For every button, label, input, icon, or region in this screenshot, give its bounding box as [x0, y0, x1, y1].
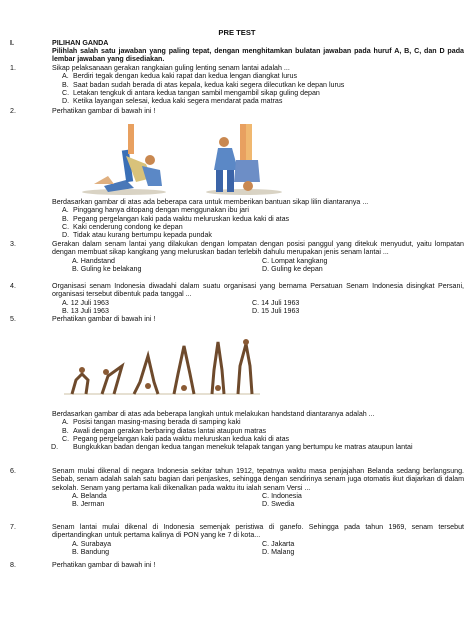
option-c: C. Kaki cenderung condong ke depan: [62, 222, 183, 231]
question-number: 3.: [10, 240, 16, 248]
question-number: 8.: [10, 561, 16, 569]
option-d: D. Guling ke depan: [262, 264, 323, 273]
options-grid: [72, 540, 464, 557]
options-grid: [72, 257, 464, 274]
question-stem: Senam lantai mulai dikenal di Indonesia semenjak peristiwa di ganefo. Sehingga pada tahun 1969, senam tersebut dipertandingkan untuk pertama kalinya di PON yang ke 7 di kota...: [52, 523, 464, 540]
question-stem: Gerakan dalam senam lantai yang dilakukan dengan lompatan dengan posisi panggul yang ditekuk menyudut, yaitu lompatan dengan membuat sikap kangkang yang meluruskan badan terlebih dahulu merupakan jenis senam lantai ...: [52, 240, 464, 257]
gymnastics-assist-illustration: [64, 120, 294, 196]
option-c: C. Indonesia: [262, 491, 302, 500]
question-stem: Perhatikan gambar di bawah ini !: [52, 107, 156, 115]
question-prompt: Berdasarkan gambar di atas ada beberapa cara untuk memberikan bantuan sikap lilin diantaranya ...: [52, 198, 369, 206]
question-8: [10, 561, 464, 569]
option-b: B. Awali dengan gerakan berbaring diatas lantai ataupun matras: [62, 426, 267, 435]
option-b: B. Pegang pergelangan kaki pada waktu meluruskan kedua kaki di atas: [62, 214, 290, 223]
question-number: 1.: [10, 64, 16, 72]
question-5-body: [10, 410, 464, 451]
question-stem: Perhatikan gambar di bawah ini !: [52, 561, 156, 569]
option-b: B. Jerman: [72, 500, 105, 509]
question-stem: Organisasi senam Indonesia diwadahi dalam suatu organisasi yang bernama Persatuan Senam Indonesia disingkat Persani, organisasi tersebut dibentuk pada tanggal ...: [52, 282, 464, 299]
option-a: A. Handstand: [72, 256, 115, 265]
instructions: Pilihlah salah satu jawaban yang paling tepat, dengan menghitamkan bulatan jawaban pada huruf A, B, C, dan D pada lembar jawaban yang disediakan.: [52, 47, 464, 64]
question-number: 2.: [10, 107, 16, 115]
question-stem: Senam mulai dikenal di negara Indonesia sekitar tahun 1912, tepatnya waktu masa penjajahan Belanda sedang berlangsung. Sebab, senam adalah salah satu bagian dari penjaskes, sehingga dengan sendirinya senam juga otomatis ikut diajarkan di dalam sekolah. Senam yang pertama kali dikenalkan pada waktu itu ialah senam Versi ...: [52, 467, 464, 492]
handstand-sequence-illustration: [62, 336, 262, 398]
question-number: 5.: [10, 315, 16, 323]
option-c: C. Jakarta: [262, 539, 295, 548]
question-number: 7.: [10, 523, 16, 531]
option-a: A. Surabaya: [72, 539, 112, 548]
option-b: B. 13 Juli 1963: [62, 306, 109, 315]
option-c: C. Pegang pergelangan kaki pada waktu meluruskan kedua kaki di atas: [62, 434, 290, 443]
option-d: D. Malang: [262, 547, 295, 556]
question-prompt: Berdasarkan gambar di atas ada beberapa langkah untuk melakukan handstand diantaranya adalah ...: [52, 410, 375, 418]
option-c: C. Letakan tengkuk di antara kedua tangan sambil mengambil sikap guling depan: [62, 88, 320, 97]
question-stem: Sikap pelaksanaan gerakan rangkaian guling lenting senam lantai adalah ...: [52, 64, 290, 72]
option-c: C. 14 Juli 1963: [252, 298, 300, 307]
question-number: 6.: [10, 467, 16, 475]
option-c: C. Lompat kangkang: [262, 256, 328, 265]
question-5: [10, 315, 464, 323]
option-d: D. Swedia: [262, 500, 295, 509]
question-1: [10, 64, 464, 105]
question-6: [10, 467, 464, 508]
option-d: D. Ketika layangan selesai, kedua kaki segera mendarat pada matras: [62, 97, 283, 106]
options-grid: [62, 299, 464, 316]
option-b: B. Bandung: [72, 547, 110, 556]
option-a: A. Berdiri tegak dengan kedua kaki rapat dan kedua lengan diangkat lurus: [62, 72, 298, 81]
options-grid: [72, 492, 464, 509]
option-b: B. Saat badan sudah berada di atas kepala, kedua kaki segera dilecutkan ke depan lurus: [62, 80, 345, 89]
option-d: D. Bungkukkan badan dengan kedua tangan menekuk telapak tangan yang bertumpu ke matras ataupun lantai: [51, 443, 413, 452]
option-a: A. Belanda: [72, 491, 107, 500]
option-a: A. Posisi tangan masing-masing berada di samping kaki: [62, 418, 241, 427]
question-7: [10, 523, 464, 556]
option-a: A. Pinggang hanya ditopang dengan menggunakan ibu jari: [62, 206, 249, 215]
section-number: I.: [10, 39, 14, 47]
question-stem: Perhatikan gambar di bawah ini !: [52, 315, 156, 323]
page-title: PRE TEST: [218, 28, 256, 37]
question-3: [10, 240, 464, 273]
option-d: D. Tidak atau kurang bertumpu kepada pundak: [62, 231, 212, 240]
option-b: B. Guling ke belakang: [72, 264, 142, 273]
option-d: D. 15 Juli 1963: [252, 306, 300, 315]
question-number: 4.: [10, 282, 16, 290]
question-2-body: [10, 198, 464, 239]
option-a: A. 12 Juli 1963: [62, 298, 109, 307]
question-4: [10, 282, 464, 315]
section-label: PILIHAN GANDA: [52, 39, 109, 47]
question-2: [10, 107, 464, 115]
